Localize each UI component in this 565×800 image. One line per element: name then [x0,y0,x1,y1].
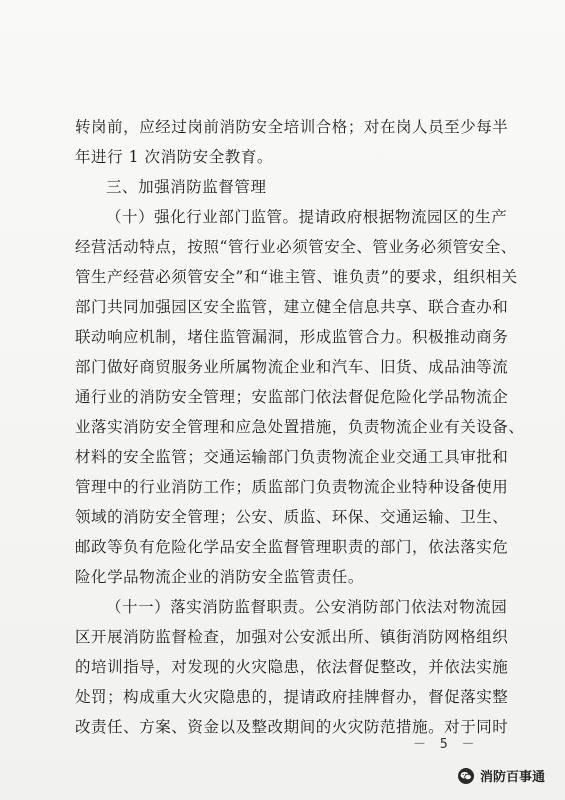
text-line: 险化学品物流企业的消防安全监管责任。 [75,568,364,586]
watermark [458,766,545,785]
text-line: 三、加强消防监督管理 [106,178,267,196]
text-line: 通行业的消防安全管理；安监部门依法督促危险化学品物流企 [75,388,509,406]
text-line: 区开展消防监督检查，加强对公安派出所、镇街消防网格组织 [75,628,509,646]
text-line: （十）强化行业部门监管。提请政府根据物流园区的生产 [106,208,508,226]
text-line: 管生产经营必须管安全”和“谁主管、谁负责”的要求，组织相关 [75,268,518,286]
watermark-text: 消防百事通 [480,770,546,785]
document-body [75,112,525,742]
text-line: 部门共同加强园区安全监管，建立健全信息共享、联合查办和 [75,298,509,316]
page-number: － 5 － [413,737,478,752]
text-line: 邮政等负有危险化学品安全监督管理职责的部门，依法落实危 [75,538,509,556]
wechat-icon [458,768,474,784]
text-line: 处罚；构成重大火灾隐患的，提请政府挂牌督办，督促落实整 [75,688,509,706]
text-line: 联动响应机制，堵住监管漏洞，形成监管合力。积极推动商务 [75,328,509,346]
text-line: 经营活动特点，按照“管行业必须管安全、管业务必须管安全、 [75,238,517,256]
text-line: 业落实消防安全管理和应急处置措施，负责物流企业有关设备、 [75,418,525,436]
text-line: 转岗前，应经过岗前消防安全培训合格；对在岗人员至少每半 [75,118,509,136]
text-line: 领域的消防安全管理；公安、质监、环保、交通运输、卫生、 [75,508,509,526]
text-line: 管理中的行业消防工作；质监部门负责物流企业特种设备使用 [75,478,509,496]
text-line: 改责任、方案、资金以及整改期间的火灾防范措施。对于同时 [75,718,509,736]
text-line: 材料的安全监管；交通运输部门负责物流企业交通工具审批和 [75,448,509,466]
text-line: 的培训指导，对发现的火灾隐患，依法督促整改，并依法实施 [75,658,509,676]
text-line: 部门做好商贸服务业所属物流企业和汽车、旧货、成品油等流 [75,358,509,376]
text-line: 年进行 1 次消防安全教育。 [75,148,273,166]
text-line: （十一）落实消防监督职责。公安消防部门依法对物流园 [106,598,508,616]
